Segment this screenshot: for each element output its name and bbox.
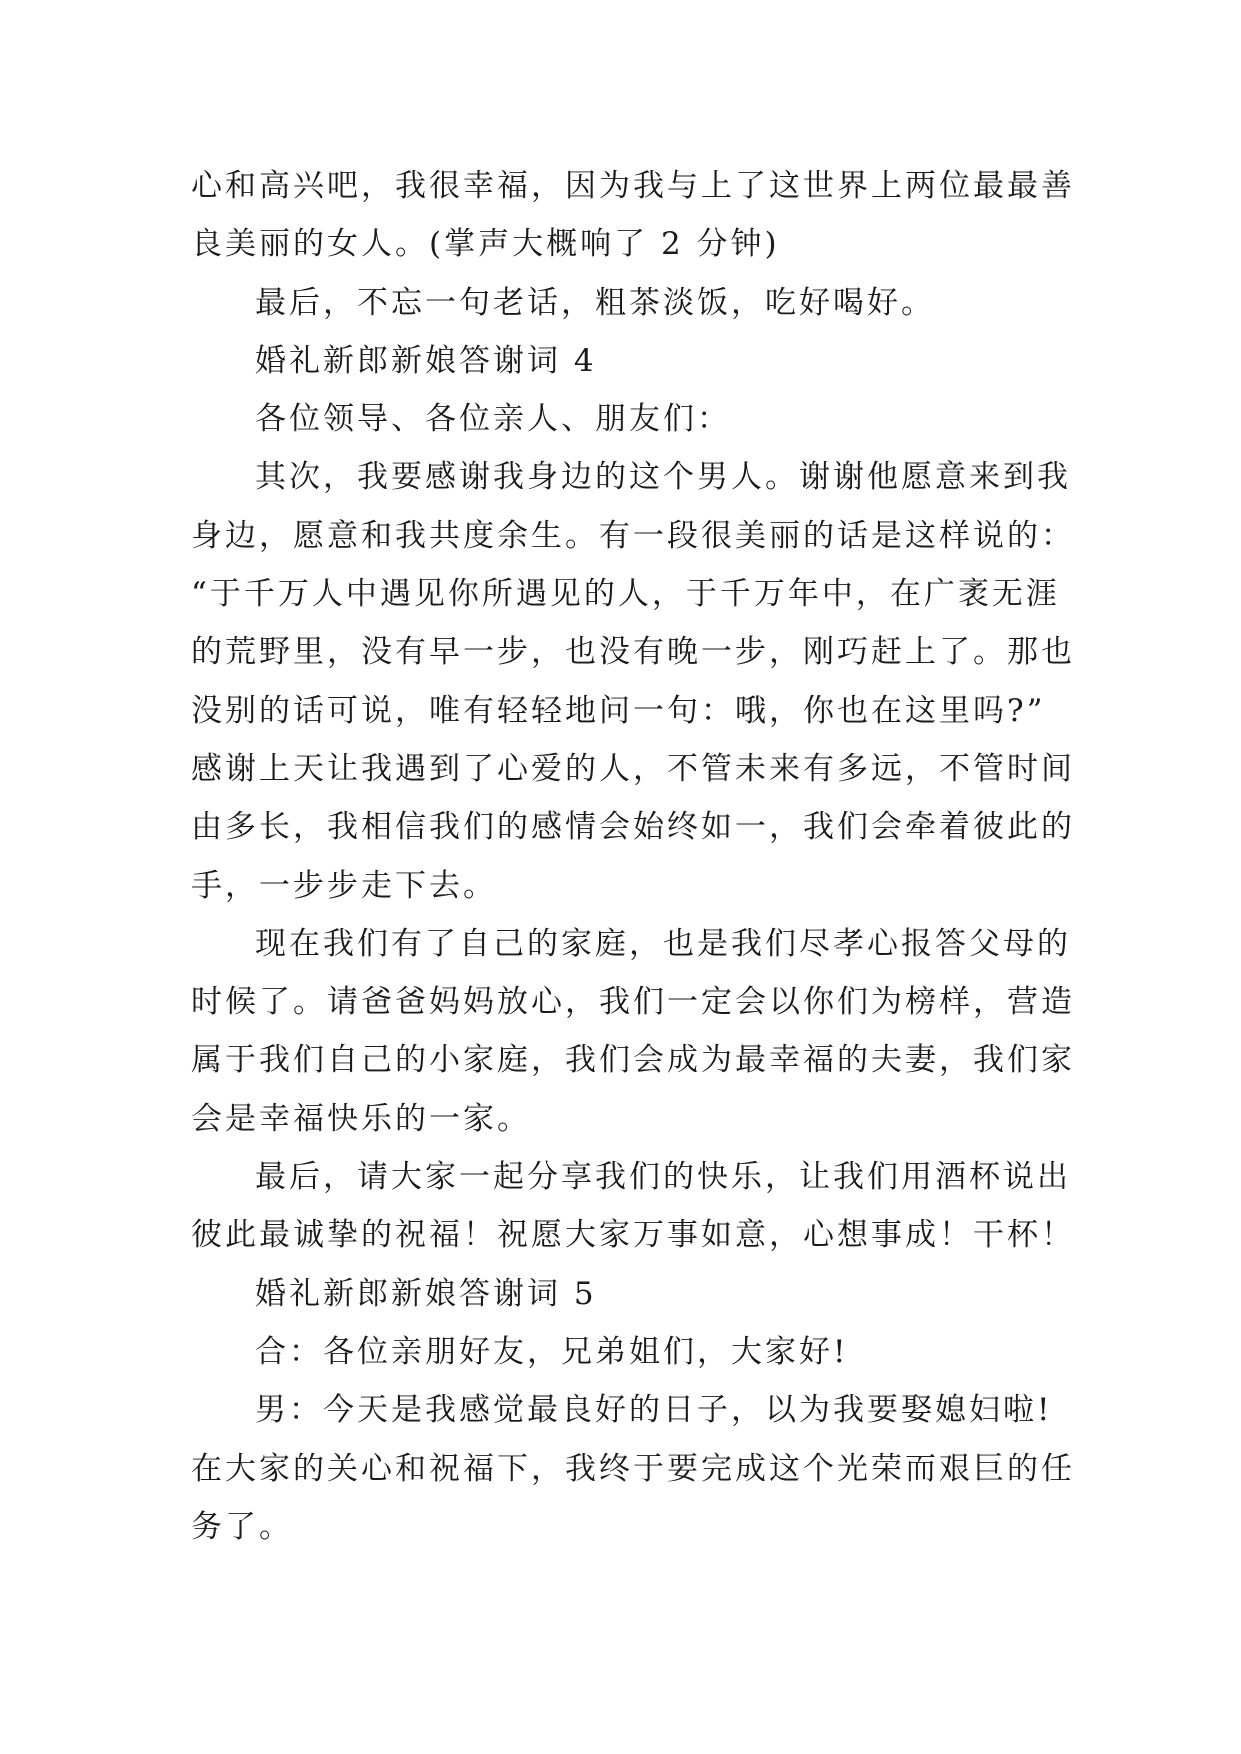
- paragraph-toast: [191, 1148, 1075, 1265]
- text-line: 属于我们自己的小家庭，我们会成为最幸福的夫妻，我们家: [191, 1042, 1075, 1079]
- text-line: 会是幸福快乐的一家。: [191, 1100, 531, 1137]
- paragraph-continuation: [191, 157, 1075, 274]
- text-line: 合：各位亲朋好友，兄弟姐们，大家好!: [255, 1333, 849, 1370]
- text-line: 各位领导、各位亲人、朋友们：: [255, 401, 731, 438]
- text-line: 男：今天是我感觉最良好的日子，以为我要娶媳妇啦!: [255, 1392, 1053, 1429]
- paragraph-greeting: [191, 390, 1051, 448]
- heading-text: 婚礼新郎新娘答谢词 4: [255, 342, 597, 379]
- text-line: 手，一步步走下去。: [191, 867, 497, 904]
- document-body: [191, 157, 1075, 1556]
- paragraph-thanks-husband: [191, 448, 1075, 914]
- section-heading-4: [191, 332, 1051, 390]
- text-line: 没别的话可说，唯有轻轻地问一句：哦，你也在这里吗?”: [191, 692, 1046, 729]
- text-line: 务了。: [191, 1508, 293, 1545]
- heading-text: 婚礼新郎新娘答谢词 5: [255, 1275, 597, 1312]
- text-line: “于千万人中遇见你所遇见的人，于千万年中，在广袤无涯: [191, 576, 1060, 613]
- paragraph-family: [191, 915, 1075, 1148]
- section-heading-5: [191, 1265, 1051, 1323]
- text-line: 彼此最诚挚的祝福！祝愿大家万事如意，心想事成！干杯！: [191, 1217, 1075, 1254]
- text-line: 最后，请大家一起分享我们的快乐，让我们用酒杯说出: [255, 1159, 1071, 1196]
- text-line: 的荒野里，没有早一步，也没有晚一步，刚巧赶上了。那也: [191, 634, 1075, 671]
- text-line: 最后，不忘一句老话，粗茶淡饭，吃好喝好。: [255, 284, 935, 321]
- text-line: 现在我们有了自己的家庭，也是我们尽孝心报答父母的: [255, 925, 1071, 962]
- text-line: 感谢上天让我遇到了心爱的人，不管未来有多远，不管时间: [191, 750, 1075, 787]
- paragraph-groom-speech: [191, 1381, 1075, 1556]
- text-line: 良美丽的女人。(掌声大概响了 2 分钟): [191, 226, 780, 263]
- text-line: 心和高兴吧，我很幸福，因为我与上了这世界上两位最最善: [191, 168, 1075, 204]
- text-line: 在大家的关心和祝福下，我终于要完成这个光荣而艰巨的任: [191, 1450, 1075, 1487]
- text-line: 时候了。请爸爸妈妈放心，我们一定会以你们为榜样，营造: [191, 984, 1075, 1021]
- text-line: 身边，愿意和我共度余生。有一段很美丽的话是这样说的：: [191, 517, 1075, 554]
- paragraph-joint-greeting: [191, 1323, 1051, 1381]
- text-line: 其次，我要感谢我身边的这个男人。谢谢他愿意来到我: [255, 459, 1071, 496]
- paragraph-closing-remark: [191, 274, 1051, 332]
- text-line: 由多长，我相信我们的感情会始终如一，我们会牵着彼此的: [191, 809, 1075, 846]
